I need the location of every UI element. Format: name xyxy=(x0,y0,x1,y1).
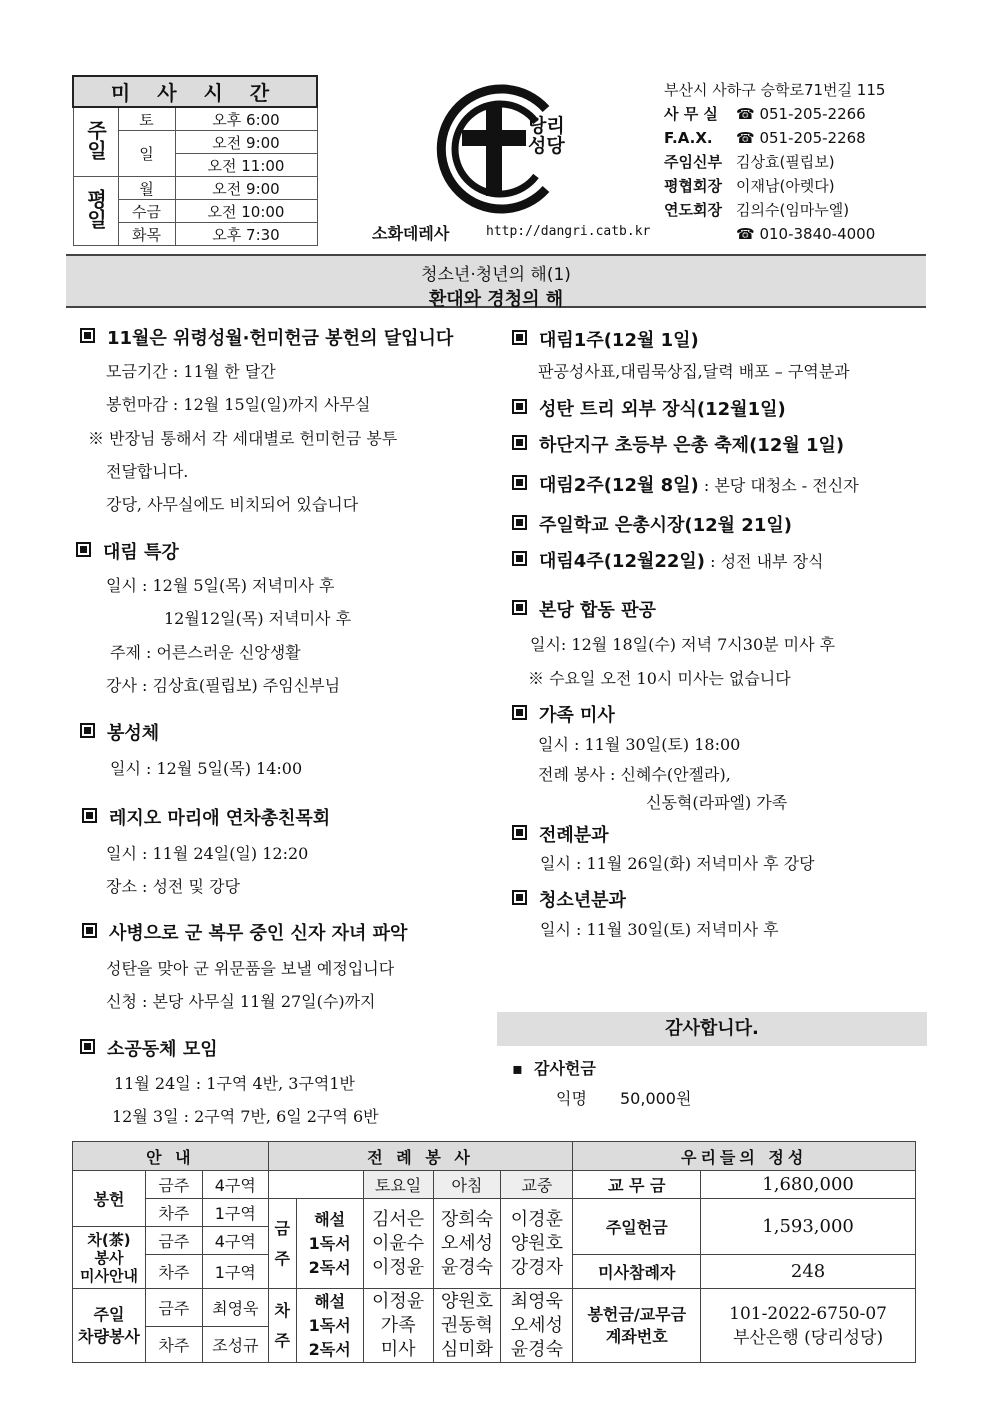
mass-day: 수금 xyxy=(118,200,175,223)
youth-label: 연도회장 xyxy=(664,201,722,219)
section-title: 사병으로 군 복무 중인 신자 자녀 파악 xyxy=(82,919,407,945)
youth-phone: ☎ 010-3840-4000 xyxy=(736,225,876,243)
office-label: 사 무 실 xyxy=(664,105,718,123)
text-line: 일시 : 11월 30일(토) 18:00 xyxy=(538,735,741,754)
text-line: ※ 수요일 오전 10시 미사는 없습니다 xyxy=(528,669,791,688)
section-title: 청소년분과 xyxy=(512,886,626,912)
text-line: 성탄을 맞아 군 위문품을 보낼 예정입니다 xyxy=(106,959,395,978)
address: 부산시 사하구 승학로71번길 115 xyxy=(664,81,886,99)
text-line: 11월 24일 : 1구역 4반, 3구역1반 xyxy=(114,1074,355,1093)
text-line: 신청 : 본당 사무실 11월 27일(수)까지 xyxy=(106,992,376,1011)
section-title: 대림1주(12월 1일) xyxy=(512,326,699,352)
banner-line1: 청소년·청년의 해(1) xyxy=(421,265,571,285)
council-label: 평협회장 xyxy=(664,177,722,195)
square-bullet-icon xyxy=(512,890,527,905)
mass-time: 오전 10:00 xyxy=(175,200,317,223)
square-bullet-icon xyxy=(82,923,97,938)
guide-value: 1구역 xyxy=(202,1199,268,1227)
account-number: 101-2022-6750-07 부산은행 (당리성당) xyxy=(701,1289,916,1363)
offering-label: 교 무 금 xyxy=(573,1171,701,1199)
square-bullet-icon xyxy=(512,435,527,450)
text-line: 주제 : 어른스러운 신앙생활 xyxy=(110,643,301,662)
website-link[interactable]: http://dangri.catb.kr xyxy=(486,224,651,239)
offering-label: 미사참례자 xyxy=(573,1255,701,1289)
this-week-label: 금주 xyxy=(145,1289,202,1327)
section-title: 가족 미사 xyxy=(512,701,615,727)
text-line: 장소 : 성전 및 강당 xyxy=(106,877,240,896)
mass-time: 오전 9:00 xyxy=(175,177,317,200)
col-morning: 아침 xyxy=(433,1171,501,1199)
next-week-label: 차주 xyxy=(145,1199,202,1227)
text-line: 일시 : 11월 24일(일) 12:20 xyxy=(106,844,309,863)
section-title: 주일학교 은총시장(12월 21일) xyxy=(512,511,792,537)
weekday-label: 평일 xyxy=(73,177,118,246)
fax-label: F.A.X. xyxy=(664,129,713,147)
bullet-icon: ▪ xyxy=(512,1059,523,1078)
liturgy-morning: 양원호 권동혁 심미화 xyxy=(433,1289,501,1363)
theme-banner xyxy=(66,254,926,308)
offering-value: 1,680,000 xyxy=(701,1171,916,1199)
mass-day: 토 xyxy=(118,107,175,131)
text-line: 모금기간 : 11월 한 달간 xyxy=(106,362,276,381)
col-saturday: 토요일 xyxy=(363,1171,433,1199)
text-line: 전달합니다. xyxy=(106,462,189,481)
guide-value: 최영욱 xyxy=(202,1289,268,1327)
thanks-amount: 50,000원 xyxy=(620,1089,692,1108)
roles-label: 해설 1독서 2독서 xyxy=(296,1289,363,1363)
mass-time: 오전 11:00 xyxy=(175,154,317,177)
text-line: 봉헌마감 : 12월 15일(일)까지 사무실 xyxy=(106,395,371,414)
thanks-header: 감사합니다. xyxy=(497,1012,927,1046)
mass-times-table xyxy=(72,75,318,246)
section-title: 대림 특강 xyxy=(76,538,179,564)
mass-time: 오후 7:30 xyxy=(175,223,317,246)
thanks-item: ▪ 감사헌금 xyxy=(512,1059,596,1078)
next-week-label: 차주 xyxy=(145,1255,202,1289)
square-bullet-icon xyxy=(512,825,527,840)
mass-day: 일 xyxy=(118,131,175,177)
next-week-label: 차주 xyxy=(145,1327,202,1363)
patron-name: 소화데레사 xyxy=(372,224,450,243)
guide-value: 조성규 xyxy=(202,1327,268,1363)
week-label: 차 주 xyxy=(268,1289,296,1363)
text-line: 일시 : 11월 30일(토) 저녁미사 후 xyxy=(540,920,779,939)
liturgy-noon: 이경훈 양원호 강경자 xyxy=(501,1199,573,1289)
mass-time: 오후 6:00 xyxy=(175,107,317,131)
banner-line2: 환대와 경청의 해 xyxy=(428,289,564,310)
mass-day: 월 xyxy=(118,177,175,200)
council-name: 이재남(아렛다) xyxy=(736,177,835,195)
sunday-label: 주일 xyxy=(73,107,118,177)
square-bullet-icon xyxy=(80,1039,95,1054)
section-title: 봉성체 xyxy=(80,719,159,745)
square-bullet-icon xyxy=(512,705,527,720)
mass-day: 화목 xyxy=(118,223,175,246)
liturgy-noon: 최영욱 오세성 윤경숙 xyxy=(501,1289,573,1363)
text-line: 일시: 12월 18일(수) 저녁 7시30분 미사 후 xyxy=(530,635,836,654)
square-bullet-icon xyxy=(80,328,95,343)
mass-time: 오전 9:00 xyxy=(175,131,317,154)
square-bullet-icon xyxy=(512,330,527,345)
info-table xyxy=(72,1141,916,1363)
square-bullet-icon xyxy=(512,515,527,530)
square-bullet-icon xyxy=(80,723,95,738)
week-label: 금 주 xyxy=(268,1199,296,1289)
section-title: 레지오 마리애 연차총친목회 xyxy=(82,804,330,830)
section-title: 11월은 위령성월·헌미헌금 봉헌의 달입니다 xyxy=(80,324,453,350)
square-bullet-icon xyxy=(512,475,527,490)
text-line: 12월 3일 : 2구역 7반, 6일 2구역 6반 xyxy=(112,1107,379,1126)
square-bullet-icon xyxy=(82,808,97,823)
text-line: 12월12일(목) 저녁미사 후 xyxy=(164,609,352,628)
text-line: 일시 : 12월 5일(목) 14:00 xyxy=(110,759,303,778)
thanks-donor: 익명 xyxy=(556,1089,587,1108)
guide-label: 차(茶) 봉사 미사안내 xyxy=(73,1227,146,1289)
this-week-label: 금주 xyxy=(145,1227,202,1255)
square-bullet-icon xyxy=(512,551,527,566)
text-line: ※ 반장님 통해서 각 세대별로 헌미헌금 봉투 xyxy=(88,429,398,448)
youth-name: 김의수(임마누엘) xyxy=(736,201,850,219)
text-line: 강당, 사무실에도 비치되어 있습니다 xyxy=(106,495,359,514)
col-noon: 교중 xyxy=(501,1171,573,1199)
section-title: 대림2주(12월 8일) : 본당 대청소 - 전신자 xyxy=(512,471,859,497)
square-bullet-icon xyxy=(512,399,527,414)
contact-info xyxy=(664,78,885,246)
logo-text-line2: 성당 xyxy=(528,135,565,157)
offering-label: 봉헌금/교무금 계좌번호 xyxy=(573,1289,701,1363)
offering-value: 248 xyxy=(701,1255,916,1289)
section-title: 하단지구 초등부 은총 축제(12월 1일) xyxy=(512,431,844,457)
liturgy-saturday: 이정윤 가족 미사 xyxy=(363,1289,433,1363)
offering-label: 주일헌금 xyxy=(573,1199,701,1255)
church-logo xyxy=(428,84,578,214)
text-line: 강사 : 김상효(필립보) 주임신부님 xyxy=(106,676,341,695)
text-line: 신동혁(라파엘) 가족 xyxy=(646,793,788,812)
text-line: 판공성사표,대림묵상집,달력 배포 – 구역분과 xyxy=(538,362,850,381)
priest-label: 주임신부 xyxy=(664,153,722,171)
office-phone: ☎ 051-205-2266 xyxy=(736,105,866,123)
section-title: 대림4주(12월22일) : 성전 내부 장식 xyxy=(512,547,824,573)
offering-header: 우리들의 정성 xyxy=(573,1142,916,1171)
guide-label: 봉헌 xyxy=(73,1171,146,1227)
liturgy-morning: 장희숙 오세성 윤경숙 xyxy=(433,1199,501,1289)
section-title: 소공동체 모임 xyxy=(80,1035,218,1061)
guide-label: 주일 차량봉사 xyxy=(73,1289,146,1363)
square-bullet-icon xyxy=(76,542,91,557)
this-week-label: 금주 xyxy=(145,1171,202,1199)
offering-value: 1,593,000 xyxy=(701,1199,916,1255)
fax-number: ☎ 051-205-2268 xyxy=(736,129,866,147)
text-line: 일시 : 12월 5일(목) 저녁미사 후 xyxy=(106,576,335,595)
logo-text-line1: 당리 xyxy=(528,115,565,137)
mass-times-title: 미 사 시 간 xyxy=(73,76,317,107)
section-title: 본당 합동 판공 xyxy=(512,596,656,622)
priest-name: 김상효(필립보) xyxy=(736,153,835,171)
liturgy-saturday: 김서은 이윤수 이정윤 xyxy=(363,1199,433,1289)
guide-value: 1구역 xyxy=(202,1255,268,1289)
text-line: 일시 : 11월 26일(화) 저녁미사 후 강당 xyxy=(540,854,815,873)
guide-value: 4구역 xyxy=(202,1171,268,1199)
guide-value: 4구역 xyxy=(202,1227,268,1255)
guide-header: 안 내 xyxy=(73,1142,269,1171)
roles-label: 해설 1독서 2독서 xyxy=(296,1199,363,1289)
text-line: 전례 봉사 : 신혜수(안젤라), xyxy=(538,765,731,784)
liturgy-header: 전 례 봉 사 xyxy=(268,1142,573,1171)
section-title: 성탄 트리 외부 장식(12월1일) xyxy=(512,395,786,421)
section-title: 전례분과 xyxy=(512,821,609,847)
square-bullet-icon xyxy=(512,600,527,615)
